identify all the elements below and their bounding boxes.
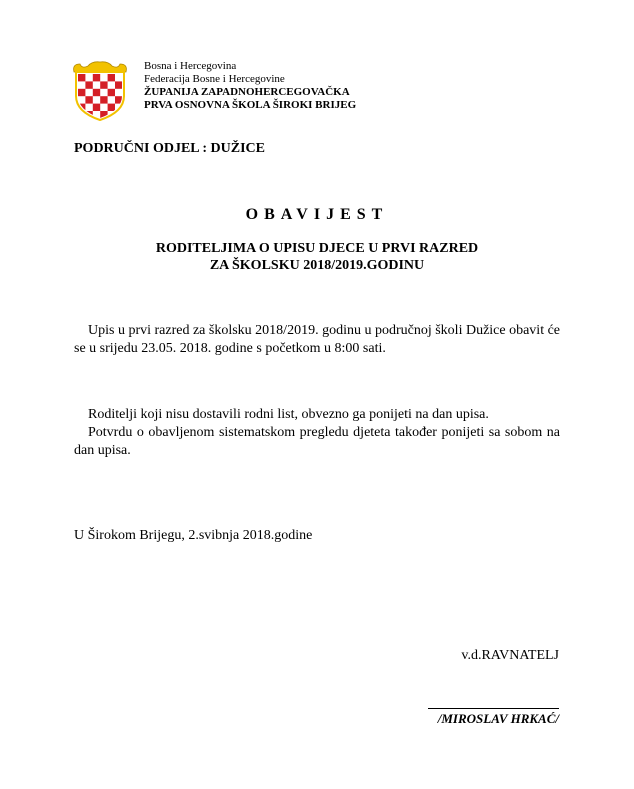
- subtitle-line-2: ZA ŠKOLSKU 2018/2019.GODINU: [209, 258, 425, 273]
- crest-checker-square: [115, 81, 122, 88]
- crest-checker-square: [93, 104, 100, 111]
- crest-shield: [76, 72, 124, 122]
- department-label: PODRUČNI ODJEL : DUŽICE: [74, 141, 265, 156]
- crest-checker-square: [78, 118, 85, 122]
- crest-checker-square: [85, 81, 92, 88]
- documents-line-2: Potvrdu o obavljenom sistematskom pregledu djeteta također ponijeti sa sobom na dan upisa.: [74, 425, 560, 458]
- header-country: Bosna i Hercegovina: [144, 60, 237, 72]
- signature-title: v.d.RAVNATELJ: [461, 648, 559, 663]
- header-federation: Federacija Bosne i Hercegovine: [144, 73, 285, 85]
- coat-of-arms-icon: [68, 60, 132, 122]
- crest-checker-square: [108, 118, 115, 122]
- crest-checker-square: [108, 89, 115, 96]
- notice-title: OBAVIJEST: [245, 206, 389, 223]
- signature-line: [428, 708, 559, 709]
- documents-paragraph: [74, 406, 560, 460]
- crest-checker-square: [100, 81, 107, 88]
- documents-line-1: Roditelji koji nisu dostavili rodni list, obvezno ga ponijeti na dan upisa.: [88, 407, 489, 422]
- crest-checker-square: [108, 74, 115, 81]
- crest-checker-square: [100, 96, 107, 103]
- crest-checker-square: [78, 74, 85, 81]
- crest-checker-square: [93, 74, 100, 81]
- crest-crown: [74, 62, 127, 72]
- notice-subtitle: [0, 240, 634, 274]
- crest-checker-square: [93, 89, 100, 96]
- enrollment-paragraph: Upis u prvi razred za školsku 2018/2019. godinu u područnoj školi Dužice obavit će se u srijedu 23.05. 2018. godine s početkom u 8:00 sati.: [74, 323, 561, 356]
- institution-header: [144, 60, 356, 112]
- crest-checker-square: [85, 96, 92, 103]
- header-school: PRVA OSNOVNA ŠKOLA ŠIROKI BRIJEG: [144, 99, 357, 111]
- place-and-date: U Širokom Brijegu, 2.svibnja 2018.godine: [74, 528, 313, 543]
- signature-name: /MIROSLAV HRKAĆ/: [437, 711, 559, 726]
- crest-checker-square: [78, 89, 85, 96]
- header-county: ŽUPANIJA ZAPADNOHERCEGOVAČKA: [144, 86, 350, 98]
- subtitle-line-1: RODITELJIMA O UPISU DJECE U PRVI RAZRED: [155, 241, 479, 256]
- crest-checker-square: [108, 104, 115, 111]
